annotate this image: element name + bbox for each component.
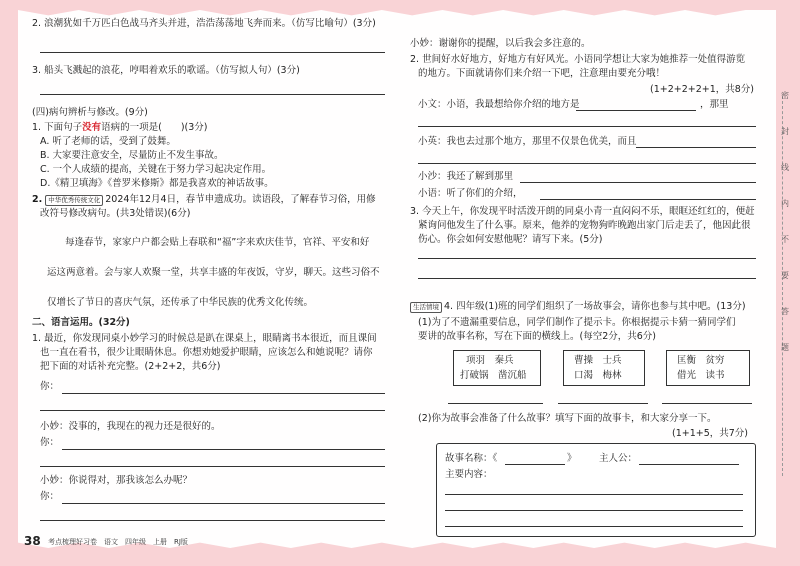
s4-q2-text: 2024年12月4日，春节申遗成功。读语段，了解春节习俗，用修 (105, 194, 376, 205)
section-four-title: (四)病句辨析与修改。(9分) (32, 107, 148, 118)
answer-line[interactable] (62, 449, 385, 450)
seal-char: 不 (781, 235, 789, 244)
seal-char: 内 (781, 199, 789, 208)
story-name-blank-1[interactable] (448, 403, 543, 404)
dialog-miaomiao-2: 小妙：你说得对，那我该怎么办呢？ (40, 475, 193, 486)
dialog-xiaowen: 小文：小语，我最想给你介绍的地方是 (418, 99, 580, 110)
u1-line-2: 也一直在看书，很少让眼睛休息。你想劝她爱护眼睛，应该怎么和她说呢？请你 (40, 347, 373, 358)
story-card-person-input[interactable] (639, 464, 739, 465)
r3-line-1: 3. 今天上午，你发现平时活泼开朗的同桌小青一直闷闷不乐，眼眶还红红的，便赶 (410, 206, 755, 217)
r4-title (410, 300, 746, 313)
story-card-content-line[interactable] (445, 526, 743, 527)
hint-card-3 (666, 350, 750, 386)
option-c[interactable]: C. 一个人成绩的提高，关键在于努力学习起决定作用。 (40, 164, 272, 175)
culture-tag: 中华优秀传统文化 (45, 195, 103, 206)
hint-card-3-line-1: 匡衡 贫穷 (677, 355, 725, 366)
r3-line-2: 紧询问他发生了什么事。原来，他养的宠物狗昨晚跑出家门后走丢了，他因此很 (418, 220, 751, 231)
option-d[interactable]: D.《精卫填海》《普罗米修斯》都是我喜欢的神话故事。 (40, 178, 274, 189)
r2-line-2: 的地方。下面就请你们来介绍一下吧，注意理由要充分哦！ (418, 68, 666, 79)
dialog-you-2: 你： (40, 437, 60, 448)
hint-card-3-line-2: 借光 读书 (677, 370, 725, 381)
option-b[interactable]: B. 大家要注意安全，尽量防止不发生事故。 (40, 150, 224, 161)
story-card (436, 443, 756, 537)
story-name-blank-3[interactable] (662, 403, 752, 404)
dialog-xiaoyu: 小语：听了你们的介绍， (418, 188, 523, 199)
answer-line[interactable] (520, 182, 756, 183)
dialog-miaomiao-3: 小妙：谢谢你的提醒，以后我会多注意的。 (410, 38, 591, 49)
s4-q2: 2. 中华优秀传统文化 2024年12月4日，春节申遗成功。读语段，了解春节习俗，用修 (32, 194, 376, 205)
left-q2: 2. 浪潮犹如千万匹白色战马齐头并进，浩浩荡荡地飞奔而来。（仿写比喻句）(3分) (32, 18, 376, 29)
dialog-xiaowen-end: ，那里 (700, 99, 729, 110)
r4-title-text: 4. 四年级(1)班的同学们组织了一场故事会，请你也参与其中吧。(13分) (444, 301, 746, 312)
left-q3: 3. 船头飞溅起的浪花，哼唱着欢乐的歌谣。（仿写拟人句）(3分) (32, 65, 300, 76)
s4-q1-emph: 没有 (82, 122, 102, 133)
s4-q1-pre: 1. 下面句子 (32, 122, 83, 133)
hint-card-1-line-2: 打破锅 凿沉船 (460, 370, 527, 381)
r4-sub-2: 要讲的故事名称，写在下面的横线上。(每空2分，共6分) (418, 331, 657, 342)
footer-text: 考点梳理好习卷 语文 四年级 上册 RJ版 (48, 538, 188, 546)
u1-line-1: 1. 最近，你发现同桌小妙学习的时候总是趴在课桌上，眼睛离书本很近，而且课间 (32, 333, 377, 344)
seal-char: 要 (781, 271, 789, 280)
r4-sub-1: (1)为了不遗漏重要信息，同学们制作了提示卡。你根据提示卡猜一猜同学们 (418, 317, 736, 328)
answer-line[interactable] (576, 110, 696, 111)
u1-line-3: 把下面的对话补充完整。(2+2+2，共6分) (40, 361, 221, 372)
seal-char: 封 (781, 127, 789, 136)
page-number: 38 (24, 534, 41, 548)
dialog-miaomiao-1: 小妙：没事的，我现在的视力还是很好的。 (40, 421, 221, 432)
paragraph-line-2[interactable]: 运这两意着。会与家人欢聚一堂，共享丰盛的年夜饭，守岁，聊天。这些习俗不 (47, 267, 380, 278)
r4-part-2: (2)你为故事会准备了什么故事？填写下面的故事卡，和大家分享一下。 (418, 413, 717, 424)
story-card-content-line[interactable] (445, 494, 743, 495)
answer-line[interactable] (40, 52, 385, 53)
answer-line[interactable] (418, 258, 756, 259)
answer-line[interactable] (418, 278, 756, 279)
answer-line[interactable] (540, 199, 756, 200)
answer-line[interactable] (418, 126, 756, 127)
answer-line[interactable] (40, 410, 385, 411)
r4-score: (1+1+5，共7分) (672, 428, 749, 439)
seal-char: 线 (781, 163, 789, 172)
story-card-name-end: 》 (567, 453, 577, 464)
paragraph-line-3[interactable]: 仅增长了节日的喜庆气氛，还传承了中华民族的优秀文化传统。 (47, 297, 314, 308)
seal-char: 密 (781, 91, 789, 100)
hint-card-1-line-1: 项羽 秦兵 (466, 355, 514, 366)
seal-char: 答 (781, 307, 789, 316)
answer-line[interactable] (40, 94, 385, 95)
r3-line-3: 伤心。你会如何安慰他呢？请写下来。(5分) (418, 234, 603, 245)
answer-line[interactable] (40, 520, 385, 521)
hint-card-2-line-1: 曹操 士兵 (574, 355, 622, 366)
s4-q1 (32, 121, 207, 134)
story-card-name-label: 故事名称：《 (445, 453, 498, 464)
story-card-content-label: 主要内容： (445, 469, 493, 480)
answer-line[interactable] (40, 466, 385, 467)
hint-card-2 (563, 350, 645, 386)
life-tag: 生活情境 (410, 302, 442, 313)
answer-line[interactable] (62, 503, 385, 504)
story-card-person-label: 主人公： (599, 453, 638, 464)
section-two-title: 二、语言运用。(32分) (32, 317, 130, 328)
answer-line[interactable] (636, 147, 756, 148)
seal-line-notice (776, 90, 794, 378)
dialog-xiaoying: 小英：我也去过那个地方，那里不仅景色优美，而且 (418, 136, 637, 147)
s4-q2-text-2: 改符号修改病句。(共3处错误)(6分) (40, 208, 191, 219)
seal-char: 题 (781, 343, 789, 352)
story-card-name-input[interactable] (505, 464, 565, 465)
hint-card-1 (453, 350, 541, 386)
s4-q1-post: 语病的一项是( )(3分) (101, 122, 208, 133)
option-a[interactable]: A. 听了老师的话，受到了鼓舞。 (40, 136, 176, 147)
dialog-you-1: 你： (40, 381, 60, 392)
hint-card-2-line-2: 口渴 梅林 (574, 370, 622, 381)
r2-score: (1+2+2+2+1，共8分) (650, 84, 755, 95)
story-name-blank-2[interactable] (558, 403, 648, 404)
dialog-you-3: 你： (40, 491, 60, 502)
story-card-content-line[interactable] (445, 510, 743, 511)
r2-line-1: 2. 世间好水好地方，好地方有好风光。小语同学想让大家为她推荐一处值得游览 (410, 54, 746, 65)
paragraph-line-1[interactable]: 每逢春节，家家户户都会贴上春联和“福”字来欢庆佳节，官祥、平安和好 (65, 237, 370, 248)
dialog-xiaosha: 小沙：我还了解到那里 (418, 171, 514, 182)
answer-line[interactable] (62, 393, 385, 394)
answer-line[interactable] (418, 163, 756, 164)
